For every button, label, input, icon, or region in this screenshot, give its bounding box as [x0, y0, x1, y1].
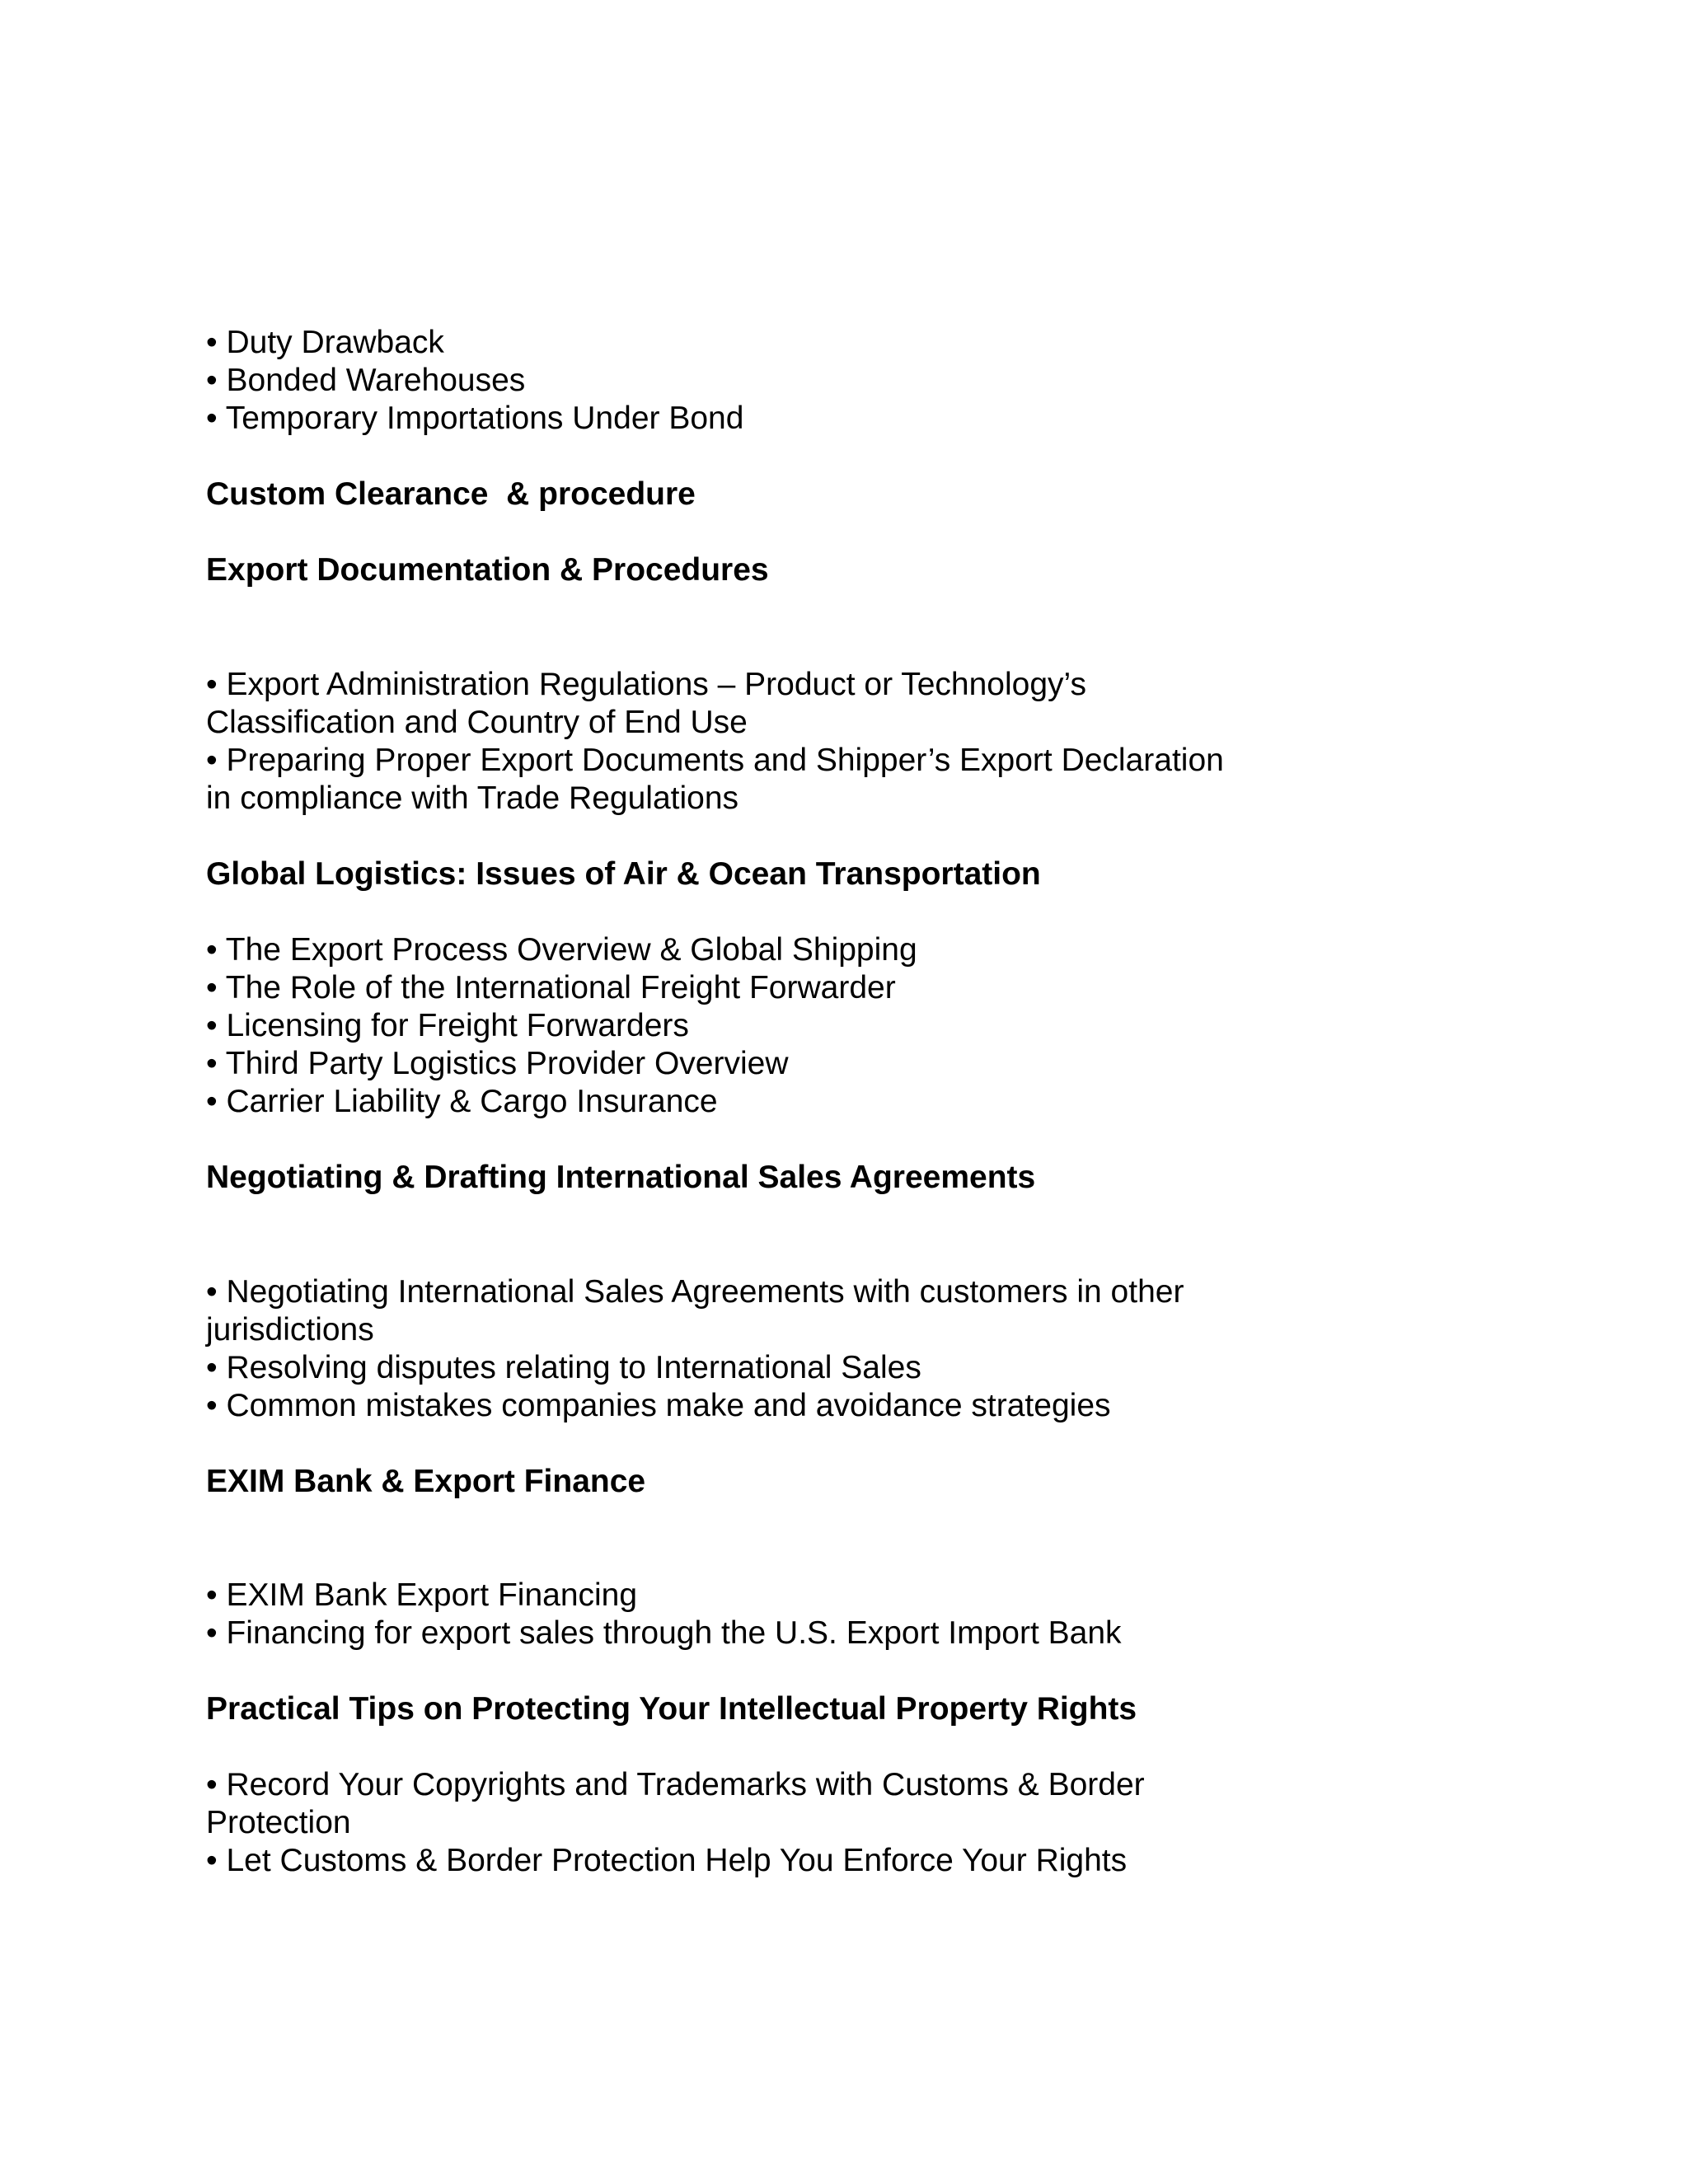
list-item: • Bonded Warehouses: [206, 363, 526, 398]
list-item: • Let Customs & Border Protection Help You Enforce Your Rights: [206, 1843, 1128, 1878]
section-heading-global-logistics: Global Logistics: Issues of Air & Ocean Transportation: [206, 856, 1041, 892]
list-item-continuation: Classification and Country of End Use: [206, 705, 748, 740]
list-item: • Carrier Liability & Cargo Insurance: [206, 1084, 718, 1119]
list-item: • Export Administration Regulations – Product or Technology’s: [206, 667, 1086, 702]
list-item: • Negotiating International Sales Agreements with customers in other: [206, 1274, 1184, 1310]
list-item: • Licensing for Freight Forwarders: [206, 1008, 689, 1043]
list-item: • Temporary Importations Under Bond: [206, 401, 744, 436]
list-item: • Resolving disputes relating to International Sales: [206, 1350, 921, 1385]
section-heading-custom-clearance: Custom Clearance & procedure: [206, 476, 696, 512]
list-item: • Financing for export sales through the U.S. Export Import Bank: [206, 1615, 1122, 1651]
list-item: • Record Your Copyrights and Trademarks with Customs & Border: [206, 1767, 1145, 1802]
list-item: • Preparing Proper Export Documents and Shipper’s Export Declaration: [206, 743, 1224, 778]
list-item: • Duty Drawback: [206, 325, 444, 360]
list-item-continuation: jurisdictions: [206, 1312, 374, 1347]
list-item: • Third Party Logistics Provider Overview: [206, 1046, 789, 1081]
list-item-continuation: in compliance with Trade Regulations: [206, 780, 739, 816]
section-heading-ip-rights: Practical Tips on Protecting Your Intellectual Property Rights: [206, 1691, 1137, 1727]
list-item: • EXIM Bank Export Financing: [206, 1577, 638, 1613]
list-item: • The Export Process Overview & Global Shipping: [206, 932, 917, 968]
list-item: • Common mistakes companies make and avoidance strategies: [206, 1388, 1111, 1423]
section-heading-sales-agreements: Negotiating & Drafting International Sales Agreements: [206, 1160, 1036, 1195]
list-item: • The Role of the International Freight Forwarder: [206, 970, 896, 1005]
list-item-continuation: Protection: [206, 1805, 351, 1840]
section-heading-export-documentation: Export Documentation & Procedures: [206, 552, 769, 588]
section-heading-exim-bank: EXIM Bank & Export Finance: [206, 1464, 646, 1499]
